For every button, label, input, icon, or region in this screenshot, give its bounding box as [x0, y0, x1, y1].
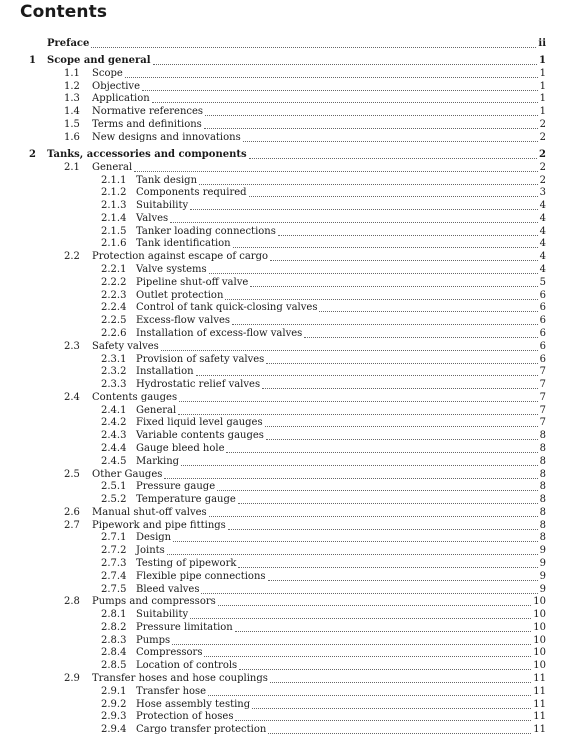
toc-entry-page: 1 — [539, 67, 546, 79]
toc-entry-title: Bleed valves — [136, 583, 200, 595]
toc-entry[interactable] — [0, 161, 546, 174]
toc-entry-number: 2.4.2 — [101, 417, 127, 429]
toc-entry-title: Protection against escape of cargo — [92, 251, 268, 263]
toc-entry[interactable] — [0, 37, 546, 50]
toc-entry[interactable] — [0, 711, 546, 724]
toc-entry-title: New designs and innovations — [92, 131, 241, 143]
toc-entry-page: 7 — [539, 404, 546, 416]
toc-entry[interactable] — [0, 131, 546, 144]
dot-leader — [265, 425, 538, 427]
toc-entry-page: 9 — [539, 545, 546, 557]
toc-entry[interactable] — [0, 289, 546, 302]
toc-entry-number: 2.4 — [64, 391, 80, 403]
dot-leader — [266, 362, 537, 364]
toc-entry-number: 2.3 — [64, 340, 80, 352]
toc-entry-number: 2.8.2 — [101, 621, 127, 633]
toc-entry[interactable] — [0, 455, 546, 468]
toc-entry[interactable] — [0, 105, 546, 118]
dot-leader — [235, 630, 532, 632]
toc-entry-page: 8 — [539, 494, 546, 506]
toc-entry-page: ii — [538, 37, 546, 49]
toc-entry[interactable] — [0, 532, 546, 545]
dot-leader — [249, 195, 538, 197]
toc-entry-number: 1.4 — [64, 106, 80, 118]
toc-entry-title: Tank identification — [136, 238, 231, 250]
toc-entry-page: 11 — [533, 685, 546, 697]
toc-entry[interactable] — [0, 417, 546, 430]
toc-entry[interactable] — [0, 634, 546, 647]
toc-entry-title: Installation — [136, 366, 194, 378]
toc-entry-number: 1.6 — [64, 131, 80, 143]
dot-leader — [228, 528, 538, 530]
dot-leader — [266, 438, 538, 440]
toc-entry-title: Application — [92, 93, 150, 105]
toc-entry-title: Normative references — [92, 106, 204, 118]
toc-entry[interactable] — [0, 698, 546, 711]
toc-entry-number: 2.2.2 — [101, 276, 127, 288]
dot-leader — [270, 681, 531, 683]
toc-entry-number: 2.8.1 — [101, 609, 127, 621]
toc-entry[interactable] — [0, 481, 546, 494]
toc-entry-page: 8 — [539, 430, 546, 442]
toc-entry[interactable] — [0, 621, 546, 634]
dot-leader — [225, 298, 537, 300]
toc-entry-number: 2.9.1 — [101, 685, 127, 697]
dot-leader — [268, 732, 531, 734]
toc-entry-page: 6 — [539, 289, 546, 301]
dot-leader — [134, 170, 537, 172]
toc-entry[interactable] — [0, 506, 546, 519]
toc-entry-title: Testing of pipework — [136, 557, 237, 569]
toc-entry-title: Protection of hoses — [136, 711, 234, 723]
toc-entry-page: 3 — [539, 187, 546, 199]
toc-entry-title: Pressure limitation — [136, 621, 233, 633]
toc-entry-title: Tank design — [136, 174, 198, 186]
toc-entry-number: 2.2.3 — [101, 289, 127, 301]
toc-entry[interactable] — [0, 199, 546, 212]
toc-entry-page: 10 — [533, 660, 546, 672]
toc-entry-number: 2.1.6 — [101, 238, 127, 250]
toc-entry-page: 6 — [539, 302, 546, 314]
dot-leader — [226, 451, 537, 453]
toc-entry-number: 2.9.2 — [101, 698, 127, 710]
toc-entry-title: Provision of safety valves — [136, 353, 265, 365]
dot-leader — [278, 234, 538, 236]
toc-entry-number: 2.9 — [64, 673, 80, 685]
toc-entry-title: Pumps and compressors — [92, 596, 216, 608]
dot-leader — [173, 540, 538, 542]
dot-leader — [243, 140, 538, 142]
dot-leader — [209, 515, 538, 517]
toc-entry-number: 2.2 — [64, 251, 80, 263]
dot-leader — [270, 259, 538, 261]
toc-entry-page: 2 — [539, 174, 546, 186]
toc-entry-page: 4 — [539, 212, 546, 224]
toc-entry[interactable] — [0, 327, 546, 340]
toc-entry-title: Pipeline shut-off valve — [136, 276, 249, 288]
toc-entry-title: Hose assembly testing — [136, 698, 251, 710]
toc-entry-page: 4 — [539, 200, 546, 212]
toc-entry[interactable] — [0, 174, 546, 187]
toc-entry-number: 2.9.4 — [101, 724, 127, 736]
dot-leader — [249, 157, 537, 159]
dot-leader — [153, 63, 537, 65]
toc-entry[interactable] — [0, 596, 546, 609]
toc-entry-number: 1.3 — [64, 93, 80, 105]
toc-entry-page: 4 — [539, 225, 546, 237]
toc-entry-page: 8 — [539, 468, 546, 480]
toc-entry[interactable] — [0, 314, 546, 327]
toc-entry-number: 1.5 — [64, 118, 80, 130]
toc-entry-title: Tanks, accessories and components — [47, 149, 247, 161]
dot-leader — [268, 579, 538, 581]
toc-entry[interactable] — [0, 353, 546, 366]
toc-entry-page: 2 — [539, 161, 546, 173]
toc-entry-number: 2.3.3 — [101, 379, 127, 391]
toc-entry-title: Scope — [92, 67, 123, 79]
toc-entry-page: 11 — [533, 711, 546, 723]
toc-entry-page: 4 — [539, 251, 546, 263]
toc-entry-title: Suitability — [136, 200, 189, 212]
toc-entry-page: 8 — [539, 506, 546, 518]
toc-entry-page: 10 — [533, 634, 546, 646]
toc-entry-page: 8 — [539, 455, 546, 467]
toc-entry[interactable] — [0, 54, 546, 67]
page-title: Contents — [20, 2, 108, 22]
toc-entry-number: 2.2.5 — [101, 315, 127, 327]
toc-entry-page: 6 — [539, 340, 546, 352]
dot-leader — [232, 323, 538, 325]
toc-entry-number: 2.1.5 — [101, 225, 127, 237]
toc-entry[interactable] — [0, 391, 546, 404]
toc-entry-number: 2.5.1 — [101, 481, 127, 493]
toc-entry-title: Tanker loading connections — [136, 225, 276, 237]
toc-entry-number: 2 — [29, 149, 36, 161]
toc-entry-title: Cargo transfer protection — [136, 724, 267, 736]
dot-leader — [239, 668, 531, 670]
toc-entry-title: Design — [136, 532, 172, 544]
toc-entry-page: 8 — [539, 519, 546, 531]
dot-leader — [164, 477, 537, 479]
toc-entry-number: 2.5.2 — [101, 494, 127, 506]
dot-leader — [218, 604, 532, 606]
dot-leader — [142, 89, 538, 91]
toc-entry-title: Preface — [47, 37, 90, 49]
toc-entry-number: 2.4.1 — [101, 404, 127, 416]
toc-entry-title: General — [92, 161, 133, 173]
dot-leader — [204, 127, 538, 129]
toc-entry-title: Joints — [136, 545, 165, 557]
toc-entry-page: 7 — [539, 417, 546, 429]
toc-entry-page: 1 — [539, 80, 546, 92]
toc-entry-title: Pressure gauge — [136, 481, 216, 493]
toc-entry-number: 2.1.2 — [101, 187, 127, 199]
toc-entry-title: Pumps — [136, 634, 171, 646]
toc-entry[interactable] — [0, 238, 546, 251]
dot-leader — [201, 592, 537, 594]
toc-entry-number: 2.7 — [64, 519, 80, 531]
dot-leader — [91, 46, 536, 48]
toc-entry-title: Location of controls — [136, 660, 238, 672]
toc-entry-page: 7 — [539, 379, 546, 391]
toc-entry[interactable] — [0, 570, 546, 583]
toc-entry-title: Variable contents gauges — [136, 430, 264, 442]
toc-entry[interactable] — [0, 187, 546, 200]
toc-entry-page: 8 — [539, 481, 546, 493]
dot-leader — [170, 221, 537, 223]
toc-entry-number: 2.3.2 — [101, 366, 127, 378]
toc-entry-page: 2 — [539, 149, 546, 161]
dot-leader — [199, 183, 538, 185]
toc-entry-number: 2.7.5 — [101, 583, 127, 595]
toc-entry[interactable] — [0, 250, 546, 263]
toc-entry[interactable] — [0, 378, 546, 391]
toc-entry[interactable] — [0, 340, 546, 353]
toc-entry-number: 2.2.6 — [101, 327, 127, 339]
toc-entry-title: Other Gauges — [92, 468, 163, 480]
toc-entry-title: Manual shut-off valves — [92, 506, 207, 518]
dot-leader — [167, 553, 538, 555]
toc-entry-number: 2.1.1 — [101, 174, 127, 186]
toc-entry[interactable] — [0, 429, 546, 442]
toc-entry-number: 2.9.3 — [101, 711, 127, 723]
toc-entry-page: 2 — [539, 118, 546, 130]
toc-entry-title: Objective — [92, 80, 141, 92]
toc-entry[interactable] — [0, 118, 546, 131]
toc-entry-number: 2.2.1 — [101, 264, 127, 276]
toc-entry-page: 4 — [539, 264, 546, 276]
dot-leader — [190, 617, 531, 619]
toc-entry-page: 9 — [539, 570, 546, 582]
dot-leader — [217, 489, 537, 491]
dot-leader — [208, 694, 531, 696]
toc-entry-page: 9 — [539, 583, 546, 595]
toc-entry[interactable] — [0, 93, 546, 106]
toc-entry-title: Fixed liquid level gauges — [136, 417, 263, 429]
toc-entry-number: 2.8.5 — [101, 660, 127, 672]
toc-entry-page: 5 — [539, 276, 546, 288]
toc-entry-page: 8 — [539, 532, 546, 544]
toc-entry-page: 8 — [539, 442, 546, 454]
toc-entry[interactable] — [0, 583, 546, 596]
dot-leader — [161, 349, 538, 351]
toc-entry-title: Installation of excess-flow valves — [136, 327, 303, 339]
toc-entry[interactable] — [0, 442, 546, 455]
toc-entry-number: 2.1.4 — [101, 212, 127, 224]
toc-entry[interactable] — [0, 468, 546, 481]
toc-entry[interactable] — [0, 672, 546, 685]
toc-entry-title: Pipework and pipe fittings — [92, 519, 226, 531]
toc-entry-title: Contents gauges — [92, 391, 178, 403]
toc-entry-page: 11 — [533, 698, 546, 710]
dot-leader — [179, 400, 538, 402]
toc-entry-title: Safety valves — [92, 340, 159, 352]
toc-entry[interactable] — [0, 557, 546, 570]
toc-entry-title: Flexible pipe connections — [136, 570, 266, 582]
toc-entry-page: 7 — [539, 391, 546, 403]
toc-entry-number: 2.8.3 — [101, 634, 127, 646]
toc-entry-title: Control of tank quick-closing valves — [136, 302, 318, 314]
toc-entry-title: Valves — [136, 212, 169, 224]
toc-entry-title: Terms and definitions — [92, 118, 202, 130]
toc-entry-title: Marking — [136, 455, 180, 467]
toc-entry-number: 1.2 — [64, 80, 80, 92]
toc-entry-title: Transfer hose — [136, 685, 207, 697]
toc-entry[interactable] — [0, 493, 546, 506]
toc-entry-number: 2.5 — [64, 468, 80, 480]
toc-entry-page: 6 — [539, 353, 546, 365]
dot-leader — [204, 655, 531, 657]
toc-entry-page: 6 — [539, 315, 546, 327]
toc-entry-number: 2.7.2 — [101, 545, 127, 557]
dot-leader — [304, 336, 537, 338]
toc-entry-page: 10 — [533, 596, 546, 608]
toc-entry-page: 1 — [539, 93, 546, 105]
toc-entry-number: 2.8 — [64, 596, 80, 608]
toc-entry-number: 2.4.4 — [101, 442, 127, 454]
dot-leader — [125, 76, 538, 78]
toc-entry-page: 11 — [533, 724, 546, 736]
toc-entry[interactable] — [0, 225, 546, 238]
toc-entry[interactable] — [0, 276, 546, 289]
toc-entry-page: 6 — [539, 327, 546, 339]
toc-entry[interactable] — [0, 67, 546, 80]
toc-entry-title: Temperature gauge — [136, 494, 236, 506]
toc-entry-title: Hydrostatic relief valves — [136, 379, 261, 391]
dot-leader — [190, 208, 537, 210]
toc-entry-title: Suitability — [136, 609, 189, 621]
toc-entry[interactable] — [0, 404, 546, 417]
toc-entry-title: Excess-flow valves — [136, 315, 231, 327]
toc-entry-page: 11 — [533, 673, 546, 685]
toc-entry-number: 2.6 — [64, 506, 80, 518]
dot-leader — [250, 285, 537, 287]
toc-entry[interactable] — [0, 80, 546, 93]
toc-entry-page: 2 — [539, 131, 546, 143]
toc-entry[interactable] — [0, 519, 546, 532]
toc-entry-number: 2.4.3 — [101, 430, 127, 442]
dot-leader — [238, 566, 537, 568]
toc-entry-page: 10 — [533, 621, 546, 633]
dot-leader — [152, 101, 538, 103]
toc-entry-number: 2.2.4 — [101, 302, 127, 314]
toc-entry[interactable] — [0, 647, 546, 660]
toc-entry-number: 2.4.5 — [101, 455, 127, 467]
toc-entry[interactable] — [0, 544, 546, 557]
toc-entry[interactable] — [0, 366, 546, 379]
dot-leader — [209, 272, 538, 274]
toc-entry-number: 1 — [29, 55, 36, 67]
dot-leader — [319, 310, 537, 312]
toc-entry-number: 2.3.1 — [101, 353, 127, 365]
toc-entry[interactable] — [0, 148, 546, 161]
dot-leader — [181, 464, 538, 466]
toc-entry-number: 2.8.4 — [101, 647, 127, 659]
toc-entry-title: Scope and general — [47, 55, 151, 67]
toc-entry[interactable] — [0, 685, 546, 698]
toc-entry-number: 2.7.1 — [101, 532, 127, 544]
toc-entry-page: 10 — [533, 609, 546, 621]
toc-entry[interactable] — [0, 723, 546, 736]
dot-leader — [233, 246, 538, 248]
toc-entry-number: 2.1.3 — [101, 200, 127, 212]
dot-leader — [178, 413, 537, 415]
toc-entry-page: 7 — [539, 366, 546, 378]
toc-entry-title: Outlet protection — [136, 289, 224, 301]
toc-entry[interactable] — [0, 302, 546, 315]
dot-leader — [172, 643, 531, 645]
toc-entry-title: Transfer hoses and hose couplings — [92, 673, 268, 685]
toc-entry[interactable] — [0, 212, 546, 225]
toc-entry-page: 1 — [539, 106, 546, 118]
toc-entry-title: Valve systems — [136, 264, 207, 276]
toc-entry-title: Compressors — [136, 647, 203, 659]
dot-leader — [196, 374, 538, 376]
toc-entry-title: Components required — [136, 187, 247, 199]
toc-entry-page: 4 — [539, 238, 546, 250]
toc-entry-page: 9 — [539, 557, 546, 569]
dot-leader — [262, 387, 538, 389]
toc-entry-page: 1 — [539, 55, 546, 67]
toc-entry[interactable] — [0, 608, 546, 621]
dot-leader — [252, 707, 531, 709]
toc-entry-number: 2.7.4 — [101, 570, 127, 582]
toc-entry[interactable] — [0, 263, 546, 276]
toc-entry-title: General — [136, 404, 177, 416]
dot-leader — [205, 114, 538, 116]
dot-leader — [238, 502, 538, 504]
toc-entry-page: 10 — [533, 647, 546, 659]
toc-entry[interactable] — [0, 659, 546, 672]
dot-leader — [235, 719, 531, 721]
toc-entry-title: Gauge bleed hole — [136, 442, 225, 454]
toc-entry-number: 2.7.3 — [101, 557, 127, 569]
toc-entry-number: 2.1 — [64, 161, 80, 173]
toc-entry-number: 1.1 — [64, 67, 80, 79]
